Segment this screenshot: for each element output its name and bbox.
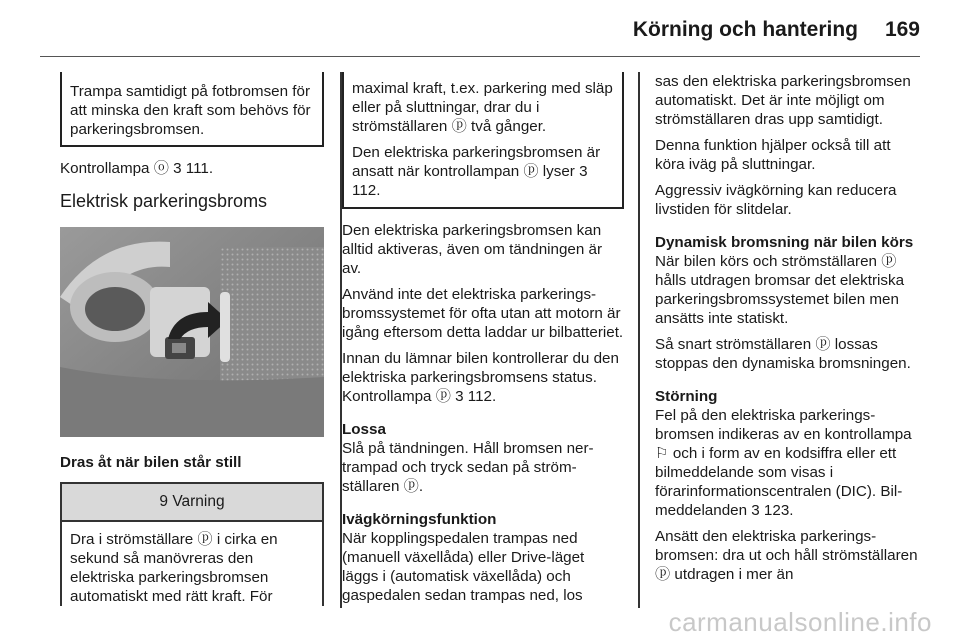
fault-heading: Störning xyxy=(655,388,718,405)
kontroll-text: Kontrollampa ⓞ 3 111. xyxy=(60,160,214,177)
page-header xyxy=(0,0,960,58)
dynamic-braking-heading: Dynamisk bromsning när bilen körs xyxy=(655,234,914,251)
paragraph-3: Innan du lämnar bilen kontrollerar du den elektriska parkeringsbromsens status. Kontrollampa ⓟ 3 112. xyxy=(342,350,619,405)
paragraph-2: Använd inte det elektriska parkeringsbromssystemet för ofta utan att motorn är igång eftersom detta laddar ur bilbatteriet. xyxy=(342,286,624,341)
warning-cont-p2: Den elektriska parkeringsbromsen är ansatt när kontrollampan ⓟ lyser 3 112. xyxy=(352,144,601,199)
note-box-continued xyxy=(60,72,324,147)
page-number: 169 xyxy=(884,18,920,41)
col3-paragraph-3: Aggressiv ivägkörning kan reducera livstiden för slitdelar. xyxy=(655,182,897,218)
column-1 xyxy=(60,72,324,606)
warning-cont-p1: maximal kraft, t.ex. parkering med släp eller på sluttningar, drar du i strömställaren ⓟ två gånger. xyxy=(352,80,613,135)
page-title: Körning och hantering xyxy=(632,18,858,41)
section-heading: Elektrisk parkeringsbroms xyxy=(60,191,268,211)
photo-caption: Dras åt när bilen står still xyxy=(60,454,242,471)
header-rule xyxy=(40,56,920,57)
paragraph-1: Den elektriska parkeringsbromsen kan alltid aktiveras, även om tändningen är av. xyxy=(342,222,603,277)
apply-text: Ansätt den elektriska parkeringsbromsen: dra ut och håll strömställaren ⓟ utdragen i mer än xyxy=(655,528,918,583)
column-2 xyxy=(342,72,624,612)
column-3 xyxy=(655,72,920,591)
lossa-heading: Lossa xyxy=(342,421,386,438)
col3-paragraph-1: sas den elektriska parkeringsbromsen automatiskt. Det är inte möjligt om strömställaren dras upp samtidigt. xyxy=(655,73,911,128)
watermark: carmanualsonline.info xyxy=(668,607,932,637)
warning-box-continued xyxy=(342,72,624,209)
fault-text: Fel på den elektriska parkeringsbromsen indikeras av en kontrollampa ⚐ och i form av en kodsiffra eller ett bilmeddelande som visas i förarinformationscentralen (DIC). Bilmeddelanden 3 123. xyxy=(655,407,912,519)
warning-box xyxy=(60,482,324,606)
ivag-text: När kopplingspedalen trampas ned (manuell växellåda) eller Drive-läget läggs i (automatisk växellåda) och gaspedalen sedan trampas ned, los xyxy=(342,530,585,604)
dynamic-braking-text: När bilen körs och strömställaren ⓟ hålls utdragen bromsar det elektriska parkeringsbromssystemet bilen men ansätts inte statiskt. xyxy=(655,253,905,327)
warning-title: 9 Varning xyxy=(62,484,322,522)
parking-brake-photo xyxy=(60,227,324,437)
dynamic-braking-text-2: Så snart strömställaren ⓟ lossas stoppas den dynamiska bromsningen. xyxy=(655,336,911,372)
warning-text: Dra i strömställare ⓟ i cirka en sekund så manövreras den elektriska parkeringsbromsen automatiskt med rätt kraft. För xyxy=(70,531,278,605)
lossa-text: Slå på tändningen. Håll bromsen nertrampad och tryck sedan på strömställaren ⓟ. xyxy=(342,440,594,495)
col3-paragraph-2: Denna funktion hjälper också till att köra iväg på sluttningar. xyxy=(655,137,891,173)
note-box-text: Trampa samtidigt på fotbromsen för att minska den kraft som behövs för parkeringsbromsen. xyxy=(70,83,311,138)
column-divider-right xyxy=(638,72,640,608)
ivag-heading: Ivägkörningsfunktion xyxy=(342,511,497,528)
